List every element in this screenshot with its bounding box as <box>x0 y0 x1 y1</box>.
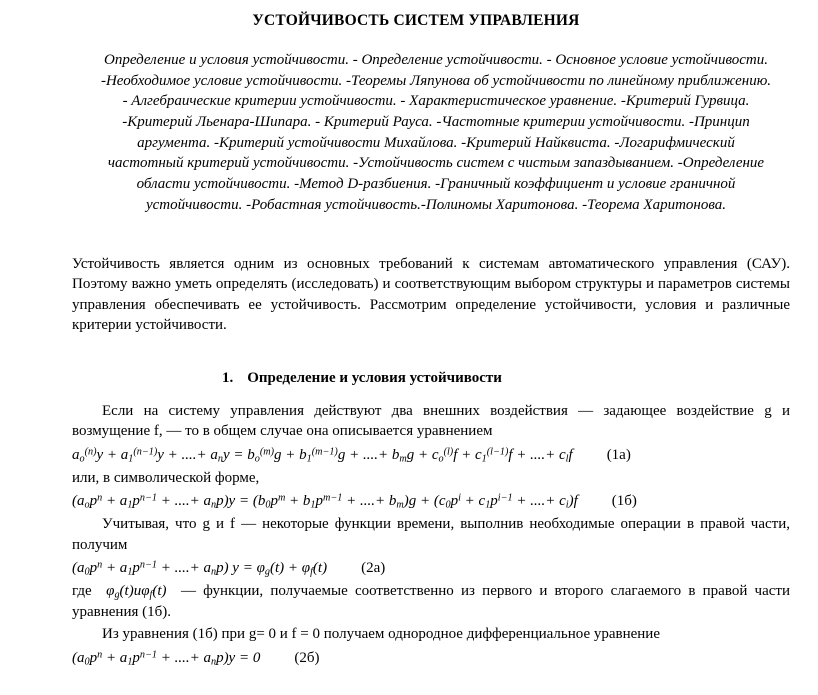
paragraph-2: или, в символической форме, <box>72 469 260 486</box>
intro-paragraph: Устойчивость является одним из основных требований к системам автоматического управления (САУ). Поэтому важно уметь определять (исследовать) и соответствующим выбором структуры и параметров системы управления обеспечивать ее устойчивость. Рассмотрим определение устойчивости, условия и различные критерии устойчивости. <box>72 255 790 334</box>
paragraph-5: Из уравнения (1б) при g= 0 и f = 0 получаем однородное дифференциальное уравнение <box>102 626 660 643</box>
inline-formula-phi: $\varphi_g(t)и\varphi_f(t)$ <box>98 582 174 601</box>
formula-1a: $a_o^{(n)}y + a_1^{(n-1)}y$ + ....+ $a_ny = b_o^{(m)}g + b_1^{(m-1)}g$ + ....+ $b_mg + c_o^{(l)}f + c_1^{(l-1)}f$ + ....+ $c_lf$ (1а) <box>72 444 790 467</box>
paragraph-4-pre: где <box>72 582 92 599</box>
paragraph-4-post: — функции, получаемые соответственно из первого и второго слагаемого в правой части уравнения (1б). <box>72 582 790 621</box>
abstract-text: Определение и условия устойчивости. - Определение устойчивости. - Основное условие устойчивости. -Необходимое условие устойчивости. -Теоремы Ляпунова об устойчивости по линейному приближению. - Алгебраические критерии устойчивости. - Характеристическое уравнение. -Критерий Гурвица. -Критерий Льенара-Шипара. - Критерий Рауса. -Частотные критерии устойчивости. -Принцип аргумента. -Критерий устойчивости Михайлова. -Критерий Найквиста. -Логарифмический частотный критерий устойчивости. -Устойчивость систем с чистым запаздыванием. -Определение области устойчивости. -Метод D-разбиения. -Граничный коэффициент и условие граничной устойчивости. -Робастная устойчивость.-Полиномы Харитонова. -Теорема Харитонова. <box>100 52 772 213</box>
section-title: Определение и условия устойчивости <box>247 369 502 386</box>
formula-2b: ($a_0p^n + a_1p^{n-1}$ + ....+ $a_np)y = 0$ (2б) <box>72 647 790 670</box>
formula-1b: ($a_op^n + a_1p^{n-1}$ + ....+ $a_np)y = (b_0p^m + b_1p^{m-1}$ + ....+ $b_m)g + (c_0p^i + c_1p^{i-1}$ + ....+ $c_i)f$ (1б) <box>72 490 790 513</box>
formula-2b-number: (2б) <box>294 649 320 666</box>
formula-1a-number: (1а) <box>606 446 631 463</box>
formula-2a: ($a_0p^n + a_1p^{n-1}$ + ....+ $a_np$) $y = \varphi_g(t) + \varphi_f(t)$ (2а) <box>72 557 790 580</box>
page-title: УСТОЙЧИВОСТЬ СИСТЕМ УПРАВЛЕНИЯ <box>252 12 580 29</box>
section-heading <box>72 370 790 387</box>
paragraph-4 <box>72 581 790 623</box>
formula-2a-number: (2а) <box>361 560 386 577</box>
paragraph-3: Учитывая, что g и f — некоторые функции времени, выполнив необходимые операции в правой части, получим <box>72 516 790 553</box>
section-number: 1. <box>222 369 234 386</box>
paragraph-1: Если на систему управления действуют два внешних воздействия — задающее воздействие g и возмущение f, — то в общем случае она описывается уравнением <box>72 402 790 440</box>
formula-1b-number: (1б) <box>611 493 637 510</box>
